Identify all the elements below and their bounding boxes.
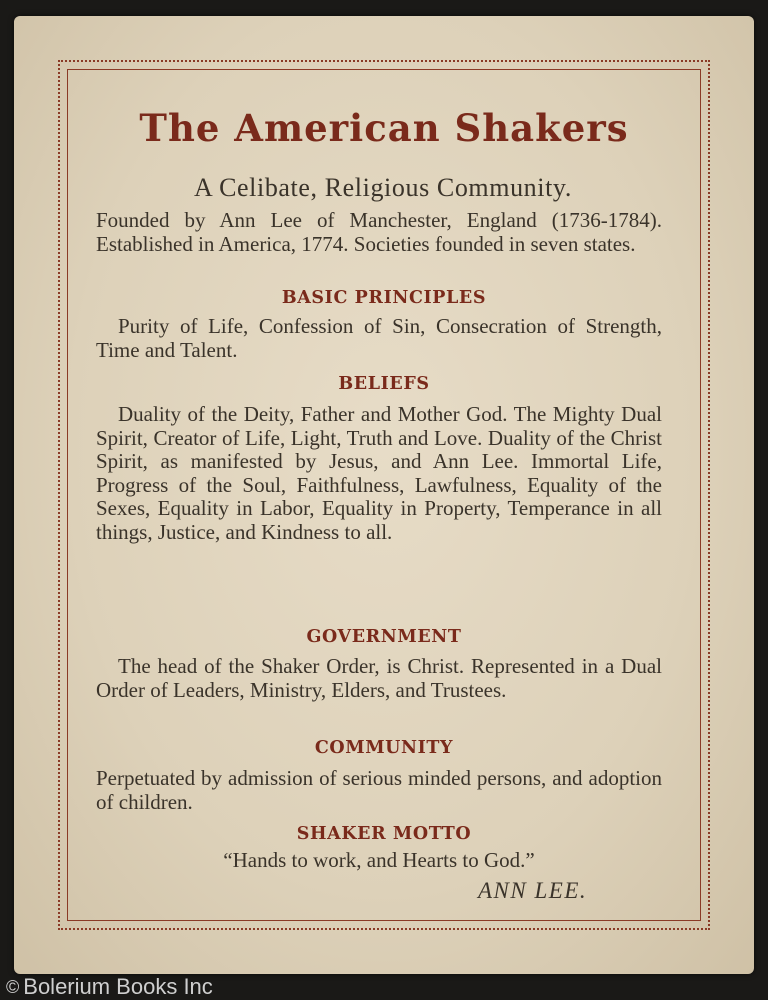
government-text: The head of the Shaker Order, is Christ. Represented in a Dual Order of Leaders, Ministry, Elders, and Trustees. [96,654,662,702]
signature-ann-lee: ANN LEE. [478,878,588,903]
heading-beliefs: BELIEFS [338,374,430,394]
heading-shaker-motto: SHAKER MOTTO [296,824,472,844]
copyright-icon: © [6,976,20,997]
intro-paragraph: Founded by Ann Lee of Manchester, England (1736-1784). Established in America, 1774. Societies founded in seven states. [96,208,662,256]
basic-principles-text: Purity of Life, Confession of Sin, Consecration of Strength, Time and Talent. [96,314,662,362]
beliefs-text: Duality of the Deity, Father and Mother God. The Mighty Dual Spirit, Creator of Life, Light, Truth and Love. Duality of the Christ Spirit, as manifested by Jesus, and Ann Lee. Immortal Life, Progress of the Soul, Faithfulness, Lawfulness, Equality of the Sexes, Equality in Labor, Equality in Property, Temperance in all things, Justice, and Kindness to all. [96,402,662,544]
heading-government: GOVERNMENT [306,627,462,647]
community-text: Perpetuated by admission of serious minded persons, and adoption of children. [96,766,662,814]
lead-line: A Celibate, Religious Community. [194,173,572,202]
shaker-motto-text: “Hands to work, and Hearts to God.” [223,848,535,872]
heading-basic-principles: BASIC PRINCIPLES [281,288,487,308]
card-title: The American Shakers [139,106,629,150]
watermark-text: Bolerium Books Inc [23,974,213,999]
watermark [6,974,213,1000]
heading-community: COMMUNITY [314,738,454,758]
shaker-card [14,16,754,974]
